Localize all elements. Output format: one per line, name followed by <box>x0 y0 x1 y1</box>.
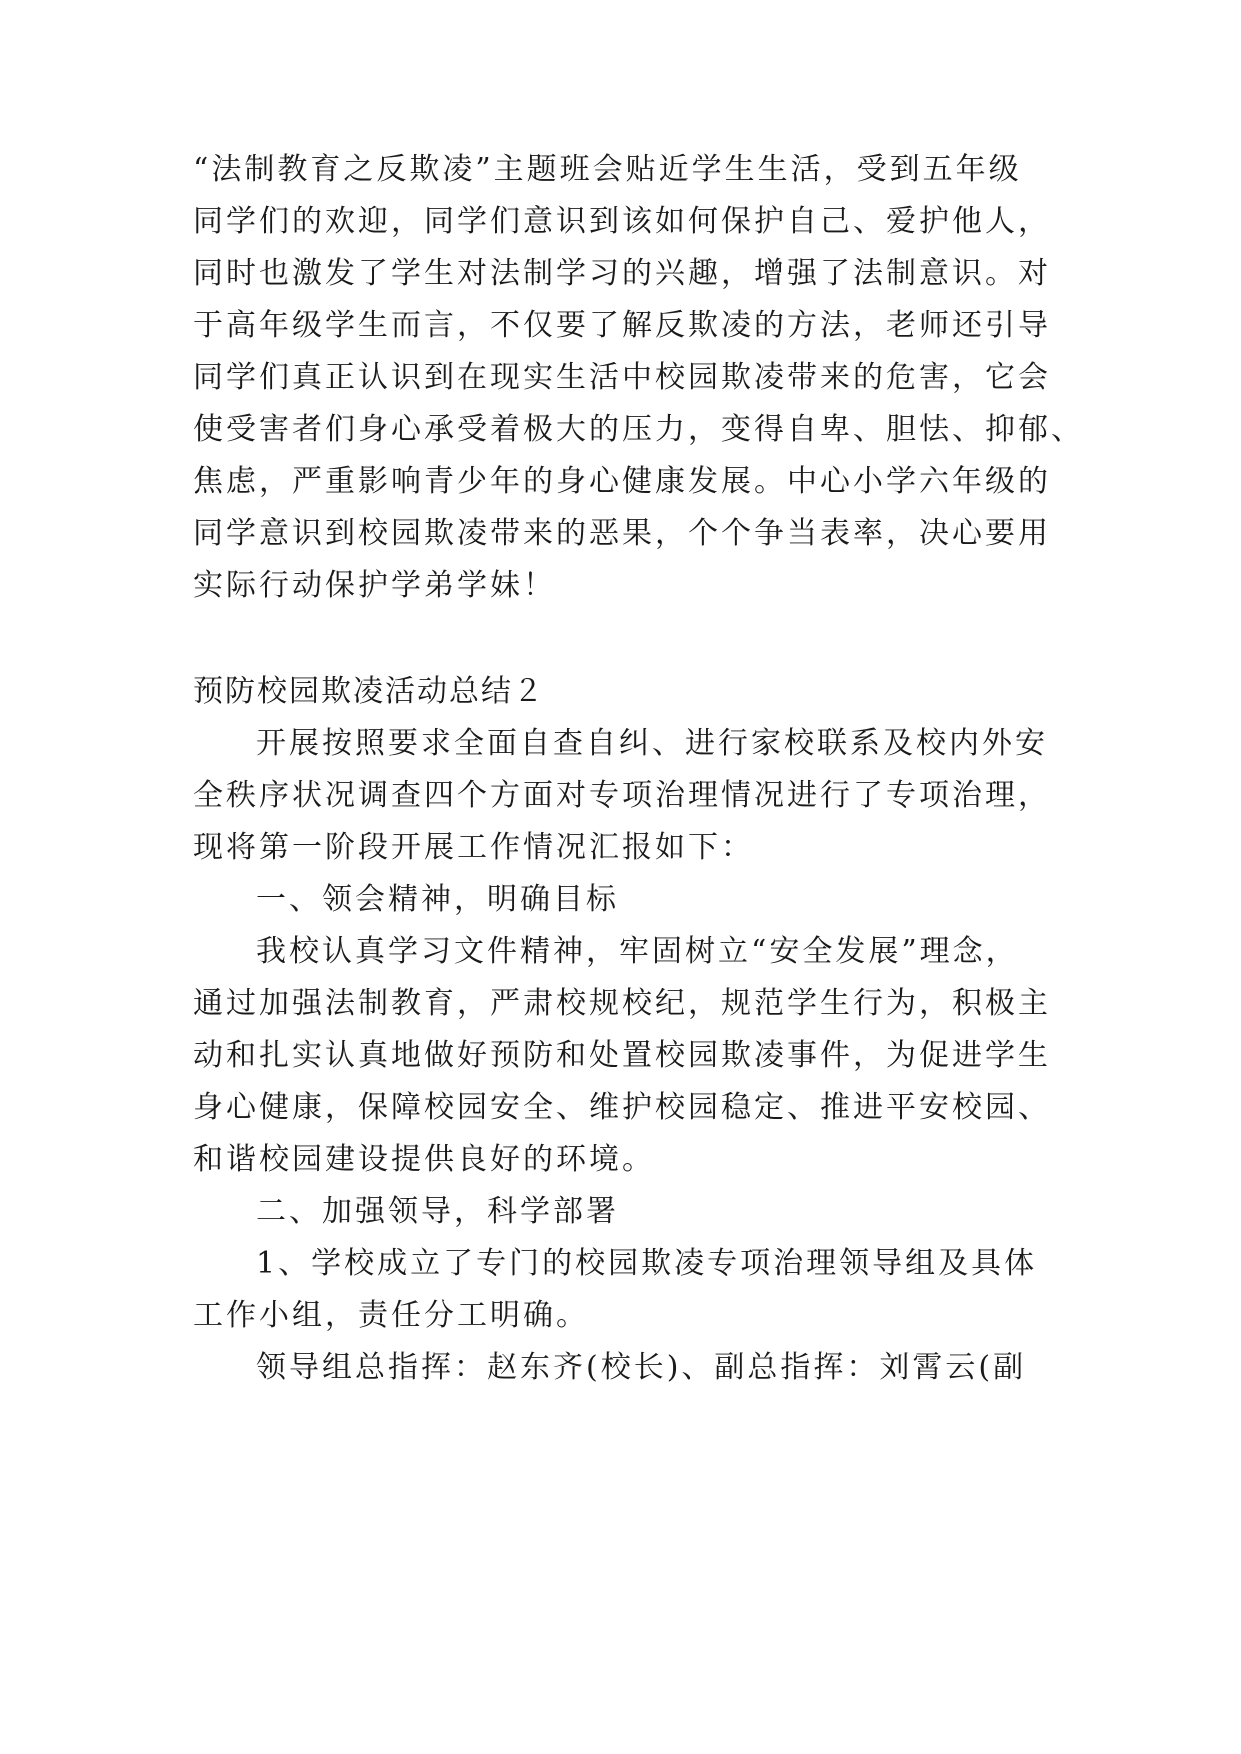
paragraph-line: 我校认真学习文件精神，牢固树立“安全发展”理念， <box>256 934 1019 969</box>
paragraph-line: 身心健康，保障校园安全、维护校园稳定、推进平安校园、 <box>193 1090 1051 1125</box>
paragraph-line: 于高年级学生而言，不仅要了解反欺凌的方法，老师还引导 <box>193 308 1051 343</box>
section-heading: 预防校园欺凌活动总结２ <box>193 674 545 709</box>
paragraph-line: “法制教育之反欺凌”主题班会贴近学生生活，受到五年级 <box>193 152 1022 187</box>
paragraph-line: 同学意识到校园欺凌带来的恶果，个个争当表率，决心要用 <box>193 516 1051 551</box>
paragraph-line: 同时也激发了学生对法制学习的兴趣，增强了法制意识。对 <box>193 256 1051 291</box>
paragraph-line: 现将第一阶段开展工作情况汇报如下： <box>193 830 754 865</box>
paragraph-line: 同学们真正认识到在现实生活中校园欺凌带来的危害，它会 <box>193 360 1051 395</box>
paragraph-line: 通过加强法制教育，严肃校规校纪，规范学生行为，积极主 <box>193 986 1051 1021</box>
paragraph-line: 开展按照要求全面自查自纠、进行家校联系及校内外安 <box>256 726 1048 761</box>
paragraph-line: 和谐校园建设提供良好的环境。 <box>193 1142 655 1177</box>
paragraph-line: 工作小组，责任分工明确。 <box>193 1298 589 1333</box>
paragraph-line: 1、学校成立了专门的校园欺凌专项治理领导组及具体 <box>256 1246 1038 1281</box>
paragraph-line: 使受害者们身心承受着极大的压力，变得自卑、胆怯、抑郁、 <box>193 412 1084 447</box>
paragraph-line: 同学们的欢迎，同学们意识到该如何保护自己、爱护他人， <box>193 204 1051 239</box>
paragraph-line: 领导组总指挥：赵东齐(校长)、副总指挥：刘霄云(副 <box>256 1350 1027 1385</box>
subheading: 二、加强领导，科学部署 <box>256 1194 619 1229</box>
subheading: 一、领会精神，明确目标 <box>256 882 619 917</box>
paragraph-line: 全秩序状况调查四个方面对专项治理情况进行了专项治理， <box>193 778 1051 813</box>
paragraph-line: 动和扎实认真地做好预防和处置校园欺凌事件，为促进学生 <box>193 1038 1051 1073</box>
paragraph-line: 实际行动保护学弟学妹！ <box>193 568 556 603</box>
paragraph-line: 焦虑，严重影响青少年的身心健康发展。中心小学六年级的 <box>193 464 1051 499</box>
